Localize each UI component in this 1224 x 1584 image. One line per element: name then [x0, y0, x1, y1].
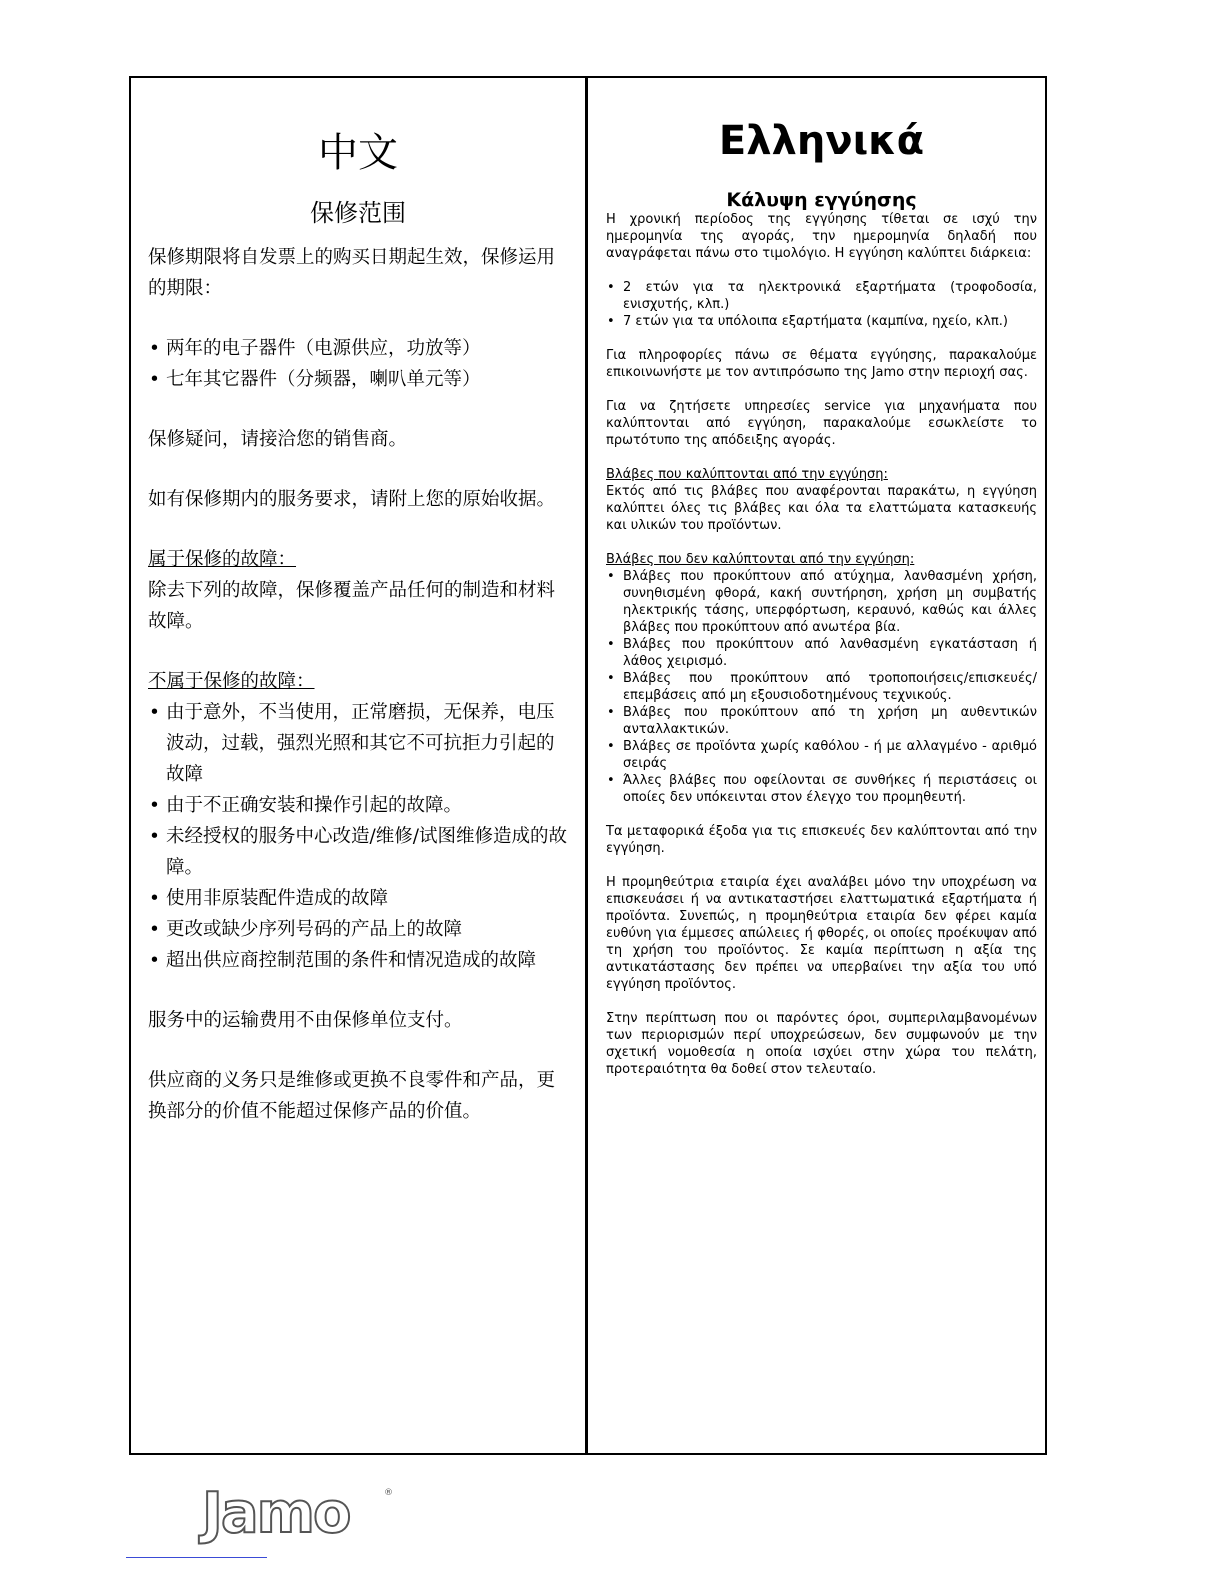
list-item: • 7 ετών για τα υπόλοιπα εξαρτήματα (καμπίνα, ηχείο, κλπ.) [606, 313, 1037, 330]
list-item: • 由于意外，不当使用，正常磨损，无保养，电压波动，过载，强烈光照和其它不可抗拒力引起的故障 [148, 697, 568, 790]
greek-column [588, 76, 1045, 1078]
chinese-section-title: 保修范围 [310, 199, 406, 227]
chinese-intro: 保修期限将自发票上的购买日期起生效，保修运用的期限： [148, 247, 556, 299]
greek-intro: Η χρονική περίοδος της εγγύησης τίθεται σε ισχύ την ημερομηνία της αγοράς, την ημερομηνία δηλαδή που αναγράφεται πάνω στο τιμολόγιο. Η εγγύηση καλύπτει διάρκεια: [606, 212, 1037, 261]
chinese-transport: 服务中的运输费用不由保修单位支付。 [148, 1010, 463, 1031]
chinese-not-covered-heading: 不属于保修的故障： [148, 671, 315, 692]
chinese-inquiry: 保修疑问，请接洽您的销售商。 [148, 429, 408, 450]
greek-covered-heading: Βλάβες που καλύπτονται από την εγγύηση: [606, 467, 888, 482]
logo-wordmark: Jamo [202, 1481, 350, 1546]
chinese-service-request: 如有保修期内的服务要求，请附上您的原始收据。 [148, 489, 556, 510]
chinese-covered-text: 除去下列的故障，保修覆盖产品任何的制造和材料故障。 [148, 580, 556, 632]
greek-covered-text: Εκτός από τις βλάβες που αναφέρονται παρακάτω, η εγγύηση καλύπτει όλες τις βλάβες και όλα τα ελαττώματα κατασκευής και υλικών του προϊόντων. [606, 484, 1037, 533]
greek-not-covered-list [606, 568, 1037, 806]
list-item: • 更改或缺少序列号码的产品上的故障 [148, 914, 568, 945]
chinese-covered-heading: 属于保修的故障： [148, 549, 297, 570]
list-item: • Βλάβες που προκύπτουν από τροποποιήσεις/επισκευές/επεμβάσεις από μη εξουσιοδοτημένους τεχνικούς. [606, 670, 1037, 704]
footer-line [126, 1557, 267, 1558]
greek-language-title: Ελληνικά [718, 118, 925, 164]
chinese-column [131, 76, 585, 1127]
chinese-language-title: 中文 [318, 130, 398, 176]
list-item: • 超出供应商控制范围的条件和情况造成的故障 [148, 945, 568, 976]
list-item: • 使用非原装配件造成的故障 [148, 883, 568, 914]
list-item: • 2 ετών για τα ηλεκτρονικά εξαρτήματα (τροφοδοσία, ενισχυτής, κλπ.) [606, 279, 1037, 313]
greek-law: Στην περίπτωση που οι παρόντες όροι, συμπεριλαμβανομένων των περιορισμών περί υποχρεώσεων, δεν συμφωνούν με την σχετική νομοθεσία η οποία ισχύει στην χώρα του πελάτη, προτεραιότητα θα δοθεί στον τελευταίο. [606, 1011, 1037, 1077]
greek-transport: Τα μεταφορικά έξοδα για τις επισκευές δεν καλύπτονται από την εγγύηση. [606, 824, 1037, 856]
greek-obligation: Η προμηθεύτρια εταιρία έχει αναλάβει μόνο την υποχρέωση να επισκευάσει ή να αντικαταστήσει ελαττωματικά εξαρτήματα ή προϊόντα. Συνεπώς, η προμηθεύτρια εταιρία δεν φέρει καμία ευθύνη για έμμεσες απώλειες ή φθορές, οι οποίες προέκυψαν από τη χρήση του προϊόντος. Σε καμία περίπτωση η αξία της αντικατάστασης δεν πρέπει να υπερβαίνει την αξία του υπό εγγύηση προϊόντος. [606, 875, 1037, 992]
greek-period-list [606, 279, 1037, 330]
list-item: • 七年其它器件（分频器，喇叭单元等） [148, 364, 568, 395]
greek-service-request: Για να ζητήσετε υπηρεσίες service για μηχανήματα που καλύπτονται από εγγύηση, παρακαλούμε εσωκλείστε το πρωτότυπο της απόδειξης αγοράς. [606, 399, 1037, 448]
chinese-period-list [148, 333, 568, 395]
chinese-obligation: 供应商的义务只是维修或更换不良零件和产品，更换部分的价值不能超过保修产品的价值。 [148, 1070, 556, 1122]
greek-section-title: Κάλυψη εγγύησης [726, 189, 917, 211]
greek-not-covered-heading: Βλάβες που δεν καλύπτονται από την εγγύηση: [606, 552, 915, 567]
list-item: • 由于不正确安装和操作引起的故障。 [148, 790, 568, 821]
list-item: • Βλάβες σε προϊόντα χωρίς καθόλου - ή με αλλαγμένο - αριθμό σειράς [606, 738, 1037, 772]
list-item: • 两年的电子器件（电源供应，功放等） [148, 333, 568, 364]
list-item: • 未经授权的服务中心改造/维修/试图维修造成的故障。 [148, 821, 568, 883]
list-item: • Βλάβες που προκύπτουν από λανθασμένη εγκατάσταση ή λάθος χειρισμό. [606, 636, 1037, 670]
greek-info: Για πληροφορίες πάνω σε θέματα εγγύησης, παρακαλούμε επικοινωνήστε με τον αντιπρόσωπο της Jamo στην περιοχή σας. [606, 348, 1037, 380]
chinese-not-covered-list [148, 697, 568, 976]
list-item: • Βλάβες που προκύπτουν από ατύχημα, λανθασμένη χρήση, συνηθισμένη φθορά, κακή συντήρηση, χρήση μη συμβατής ηλεκτρικής τάσης, υπερφόρτωση, κεραυνό, καθώς και άλλες βλάβες που προκύπτουν από ανωτέρα βία. [606, 568, 1037, 636]
list-item: • Βλάβες που προκύπτουν από τη χρήση μη αυθεντικών ανταλλακτικών. [606, 704, 1037, 738]
list-item: • Άλλες βλάβες που οφείλονται σε συνθήκες ή περιστάσεις οι οποίες δεν υπόκεινται στον έλεγχο του προμηθευτή. [606, 772, 1037, 806]
jamo-logo [202, 1481, 402, 1546]
registered-mark: ® [384, 1488, 393, 1498]
